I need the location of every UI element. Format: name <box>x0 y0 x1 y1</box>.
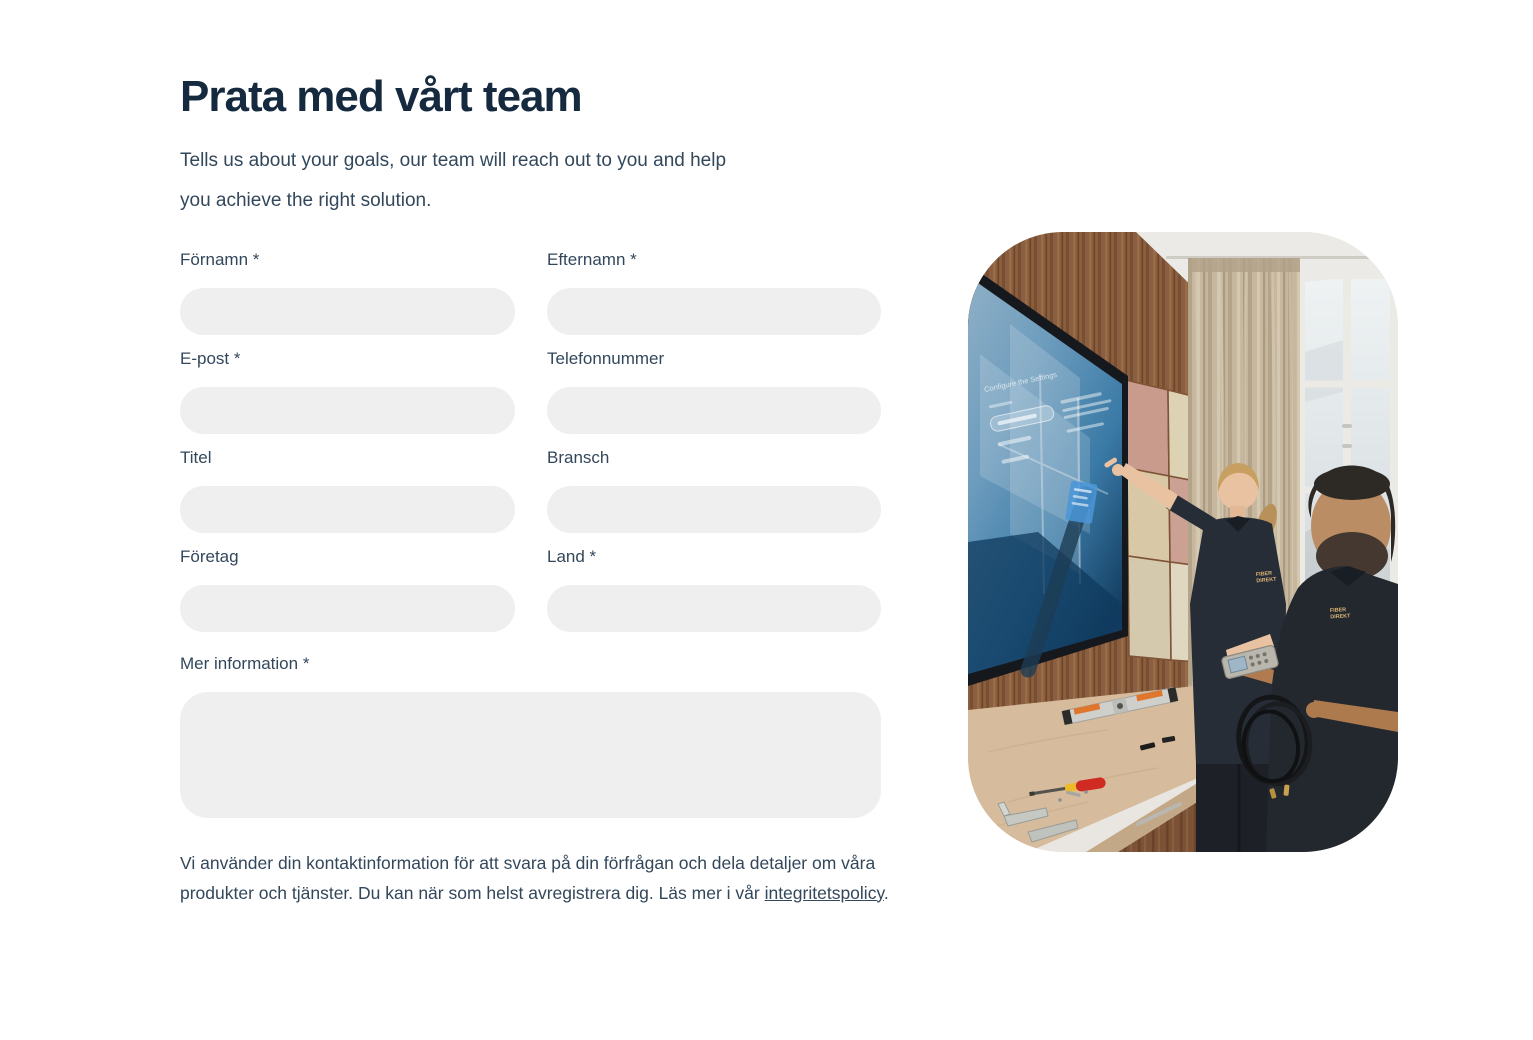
efternamn-label: Efternamn * <box>547 249 637 269</box>
efternamn-input[interactable] <box>547 288 881 335</box>
field-titel <box>180 447 515 533</box>
contact-form <box>180 249 882 818</box>
mer-information-label: Mer information * <box>180 653 310 673</box>
telefonnummer-label: Telefonnummer <box>547 348 665 368</box>
svg-text:DIREKT: DIREKT <box>1256 576 1277 585</box>
land-label: Land * <box>547 546 597 566</box>
svg-text:DIREKT: DIREKT <box>1330 613 1351 621</box>
field-bransch <box>547 447 881 533</box>
privacy-text: Vi använder din kontaktinformation för att svara på din förfrågan och dela detaljer om våra produkter och tjänster. Du kan när som helst avregistrera dig. Läs mer i vår <box>180 852 876 903</box>
privacy-note <box>180 848 892 908</box>
privacy-text-end: . <box>883 882 889 903</box>
telefonnummer-input[interactable] <box>547 387 881 434</box>
svg-text:FIBER: FIBER <box>1329 607 1347 614</box>
form-column <box>180 72 889 908</box>
field-telefonnummer <box>547 348 881 434</box>
page-title: Prata med vårt team <box>180 72 582 121</box>
mer-information-textarea[interactable] <box>180 692 881 818</box>
field-land <box>547 546 881 632</box>
field-mer-information <box>180 653 881 818</box>
fornamn-label: Förnamn * <box>180 249 260 269</box>
field-epost <box>180 348 515 434</box>
bransch-input[interactable] <box>547 486 881 533</box>
epost-input[interactable] <box>180 387 515 434</box>
fornamn-input[interactable] <box>180 288 515 335</box>
bransch-label: Bransch <box>547 447 610 467</box>
titel-label: Titel <box>180 447 212 467</box>
field-fornamn <box>180 249 515 335</box>
page-subtitle: Tells us about your goals, our team will reach out to you and help you achieve the right solution. <box>180 149 727 211</box>
foretag-input[interactable] <box>180 585 515 632</box>
team-installation-photo <box>968 232 1398 852</box>
field-efternamn <box>547 249 881 335</box>
field-foretag <box>180 546 515 632</box>
window-handle-icon <box>1342 424 1352 428</box>
titel-input[interactable] <box>180 486 515 533</box>
privacy-policy-link[interactable]: integritetspolicy <box>764 882 884 903</box>
foretag-label: Företag <box>180 546 239 566</box>
epost-label: E-post * <box>180 348 241 368</box>
window-handle-icon <box>1342 444 1352 448</box>
screen-title: Configure the Settings <box>983 369 1058 395</box>
photo-illustration <box>968 232 1398 852</box>
svg-text:FIBER: FIBER <box>1255 570 1273 578</box>
land-input[interactable] <box>547 585 881 632</box>
